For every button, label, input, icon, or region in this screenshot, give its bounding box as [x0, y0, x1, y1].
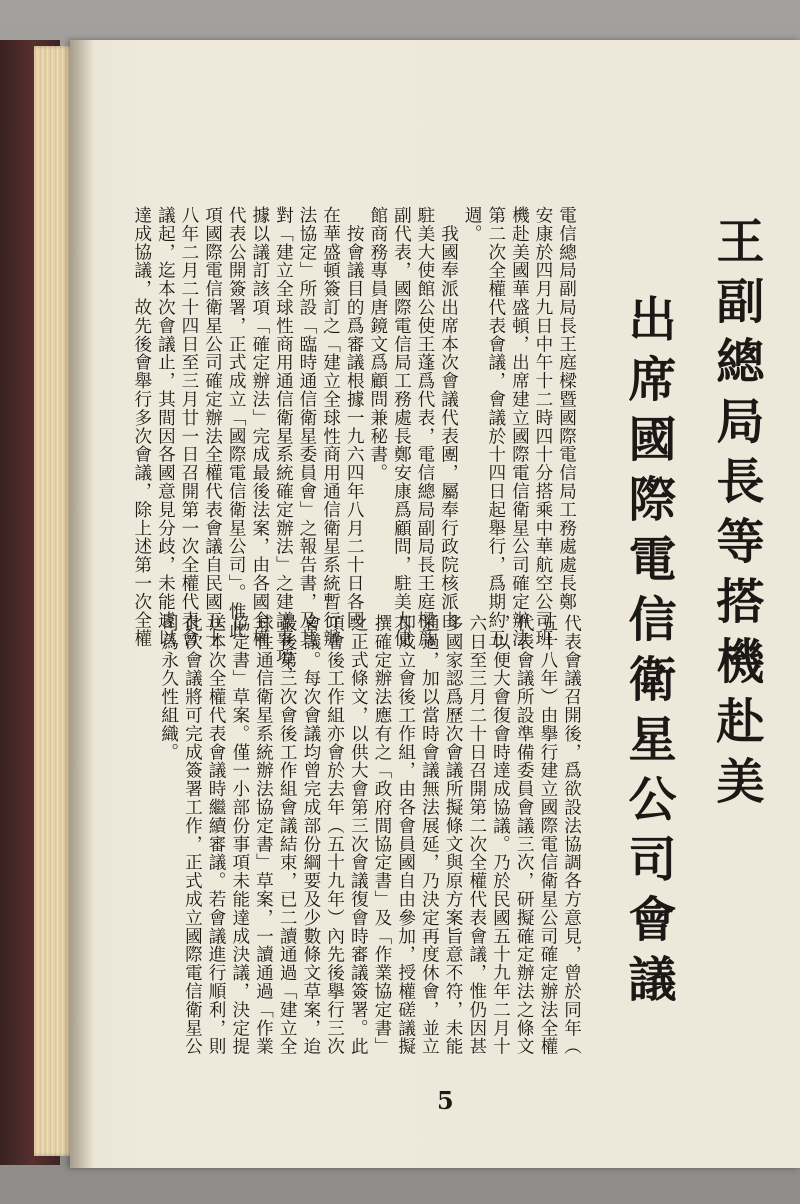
text-column: 此次會議將可完成簽署工作，正式成立國際電信衛星公	[182, 614, 203, 1056]
text-column: 撰確定辦法應有之「政府間協定書」及「作業協定書」	[371, 614, 392, 1056]
text-column: 項會後工作組亦會於去年（五十九年）內先後擧行三次	[324, 614, 345, 1056]
text-column: 安康於四月九日中午十二時四十分搭乘中華航空公司班	[532, 206, 553, 648]
text-column: 通過，加以當時會議無法展延，乃決定再度休會，並立	[419, 614, 440, 1056]
text-column: 之正式條文，以供大會第三次會議復會時審議簽署。此	[348, 614, 369, 1056]
text-column: 週。	[462, 206, 483, 243]
gutter-shadow	[70, 40, 94, 1168]
article-title-line-1: 王副總局長等搭機赴美	[708, 216, 764, 816]
text-column: 協定書」草案。僅一小部份事項未能達成決議，決定提	[229, 614, 250, 1056]
text-column: 對「建立全球性商用通信衛星系統確定辦法」之建議事項，	[273, 206, 294, 685]
article-title-line-2: 出席國際電信衛星公司會議	[620, 294, 676, 1014]
text-column: 五十八年）由擧行建立國際電信衛星公司確定辦法全權	[537, 614, 558, 1056]
text-column: 機赴美國華盛頓，出席建立國際電信衛星公司確定辦法	[509, 206, 530, 648]
text-column: 我國奉派出席本次會議代表團，屬奉行政院核派由	[438, 206, 459, 630]
text-column: 副代表，國際電信局工務處長鄭安康爲顧問，駐美大使	[391, 206, 412, 648]
text-column: 按會議目的爲審議根據一九六四年八月二十日各國	[344, 206, 365, 630]
text-column: ，以便大會復會時達成協議。乃於民國五十九年二月十	[490, 614, 511, 1056]
text-column: 球性通信衛星系統辦法協定書」草案，一讀通過「作業	[253, 614, 274, 1056]
text-column: 代表公開簽署，正式成立「國際電信衛星公司」。惟此	[226, 206, 247, 639]
text-column: 據以議訂該項「確定辦法」完成最後法案，由各國全權	[249, 206, 270, 648]
page-number: 5	[437, 1086, 454, 1115]
text-column: 第二次全權代表會議，會議於十四日起舉行，爲期約五	[485, 206, 506, 648]
text-column: 會議。每次會議均曾完成部份綱要及少數條文草案，迨	[300, 614, 321, 1056]
text-column: 即成立會後工作組，由各會員國自由參加，授權磋議擬	[395, 614, 416, 1056]
text-column: 八年二月二十四日至三月廿一日召開第一次全權代表會	[178, 206, 199, 648]
text-column: 代表會議所設準備委員會議三次，研擬確定辦法之條文	[514, 614, 535, 1056]
text-column: 送本次全權代表會議時繼續審議。若會議進行順利，則	[206, 614, 227, 1056]
text-column: 項國際電信衛星公司確定辦法全權代表會議自民國五十	[202, 206, 223, 648]
text-column: 法協定」所設「臨時通信衛星委員會」之報告書，及其	[296, 206, 317, 648]
text-column: 代表會議召開後，爲欲設法協調各方意見，曾於同年（	[561, 614, 582, 1056]
text-column: 駐美大使館公使王蓬爲代表，電信總局副局長王庭樑爲	[414, 206, 435, 648]
text-column: 司爲永久性組織。	[158, 614, 179, 762]
text-column: 電信總局副局長王庭樑暨國際電信局工務處處長鄭	[556, 206, 577, 611]
text-column: 在華盛頓簽訂之「建立全球性商用通信衛星系統暫行辦	[320, 206, 341, 648]
text-column: 達成協議，故先後會舉行多次會議，除上述第一次全權	[131, 206, 152, 648]
text-column: 議起，迄本次會議止，其間因各國意見分歧，未能遽以	[155, 206, 176, 648]
text-column: 多國家認爲歷次會議所擬條文與原方案旨意不符，未能	[443, 614, 464, 1056]
text-column: 最後第三次會後工作組會議結束，已二讀通過「建立全	[277, 614, 298, 1056]
text-column: 六日至三月二十日召開第二次全權代表會議，惟仍因甚	[466, 614, 487, 1056]
text-column: 館商務專員唐鏡文爲顧問兼秘書。	[367, 206, 388, 482]
